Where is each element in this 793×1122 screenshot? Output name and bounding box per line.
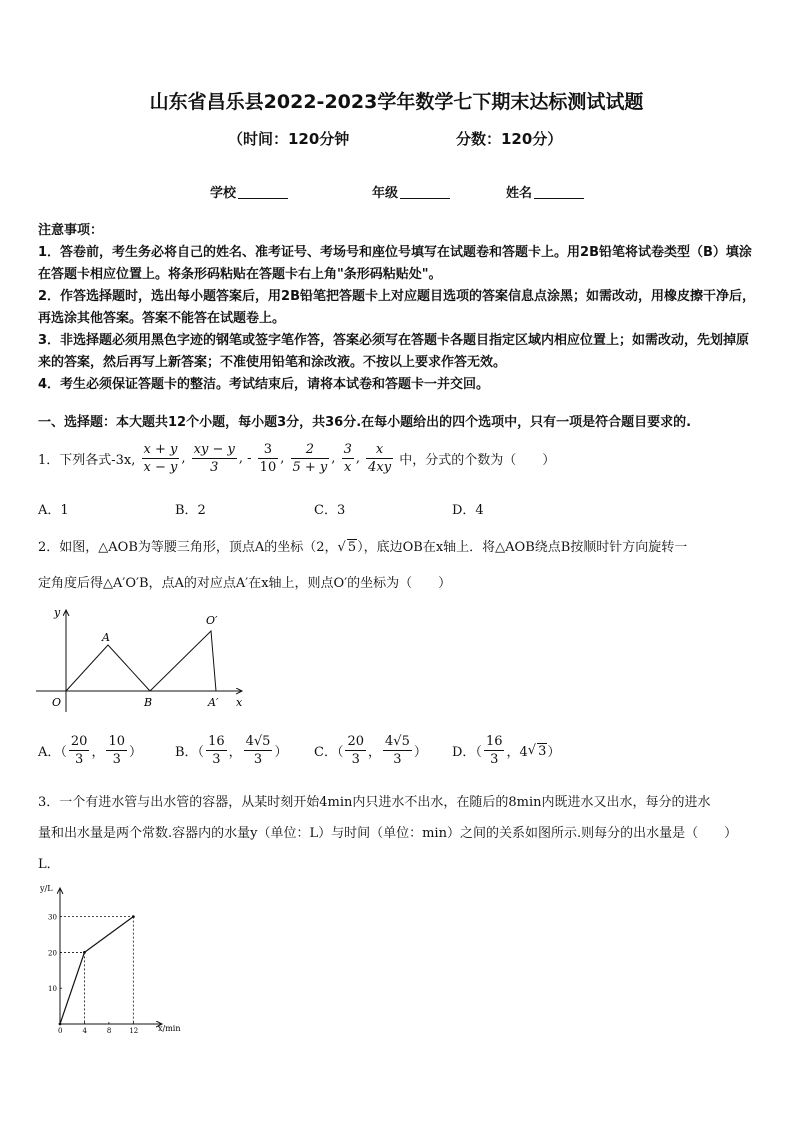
label-x: x xyxy=(236,696,243,709)
q2-option-d[interactable]: D．（ $\frac{16}{3}$ ，4√ 3） xyxy=(452,734,561,767)
x-tick-label: 4 xyxy=(82,1027,87,1035)
label-o: O xyxy=(52,696,62,709)
y-tick-label: 30 xyxy=(48,913,57,922)
data-point xyxy=(132,915,135,918)
x-tick-label: 0 xyxy=(58,1027,63,1035)
school-field[interactable] xyxy=(210,182,288,201)
grade-blank[interactable] xyxy=(400,186,450,199)
q1-prefix: 1．下列各式-3x, xyxy=(38,453,136,468)
q1-suffix: 中，分式的个数为（ ） xyxy=(399,453,556,468)
grade-field[interactable] xyxy=(372,182,450,201)
label-a: A xyxy=(102,631,110,644)
q1-fraction-1: $\frac{x + y}{x - y}$ xyxy=(143,442,178,475)
triangle-aob xyxy=(66,645,150,691)
exam-time: （时间：120分钟 xyxy=(228,130,350,148)
question-2-line-2: 定角度后得△A′O′B，点A的对应点A′在x轴上，则点O′的坐标为（ ） xyxy=(38,576,452,591)
q1-option-b[interactable]: B．2 xyxy=(175,503,206,518)
q2-option-b[interactable]: B．（ $\frac{16}{3}$ ， $\frac{4√5}{3}$ ） xyxy=(175,734,288,767)
question-2-line-1: 2．如图，△AOB为等腰三角形，顶点A的坐标（2，√ 5），底边OB在x轴上．将△AOB绕点B按顺时针方向旋转一 xyxy=(38,540,688,555)
x-tick-label: 12 xyxy=(129,1027,139,1035)
sqrt-5: 5 xyxy=(347,540,357,555)
chart-y-label: y/L xyxy=(40,884,53,893)
name-blank[interactable] xyxy=(534,186,584,199)
question-3-line-3: L． xyxy=(38,857,60,872)
q2-figure xyxy=(36,602,248,714)
y-tick-label: 10 xyxy=(48,985,57,994)
data-point xyxy=(83,951,86,954)
series-line xyxy=(60,917,133,1024)
question-3-line-1: 3．一个有进水管与出水管的容器，从某时刻开始4min内只进水不出水，在随后的8min内既进水又出水，每分的进水 xyxy=(38,795,711,810)
notes-heading: 注意事项： xyxy=(38,223,104,238)
q1-fraction-5: $\frac{3}{x}$ xyxy=(343,442,352,475)
q1-fraction-6: $\frac{x}{4xy}$ xyxy=(368,442,392,475)
note-item: 1．答卷前，考生务必将自己的姓名、准考证号、考场号和座位号填写在试题卷和答题卡上。用2B铅笔将试卷类型（B）填涂在答题卡相应位置上。将条形码粘贴在答题卡右上角"条形码粘贴处"。 xyxy=(38,245,752,282)
q1-fraction-4: $\frac{2}{5 + y}$ xyxy=(292,442,328,475)
notes-block xyxy=(38,220,760,396)
paper-title: 山东省昌乐县2022-2023学年数学七下期末达标测试试题 xyxy=(149,91,644,113)
q1-fraction-2: $\frac{xy - y}{3}$ xyxy=(193,442,235,475)
exam-score: 分数：120分） xyxy=(456,130,563,148)
grade-label: 年级 xyxy=(372,186,399,201)
section-heading: 一、选择题：本大题共12个小题，每小题3分，共36分.在每小题给出的四个选项中，只有一项是符合题目要求的. xyxy=(38,415,692,430)
note-item: 2．作答选择题时，选出每小题答案后，用2B铅笔把答题卡上对应题目选项的答案信息点涂黑；如需改动，用橡皮擦干净后，再选涂其他答案。答案不能答在试题卷上。 xyxy=(38,289,756,326)
question-1: 1．下列各式-3x, $\frac{x + y}{x - y}$ , $\frac{xy - y}{3}$ , - $\frac{3}{10}$ , $\frac{2}{5 + y}$ , $\frac{3}{x}$ , $\frac{x}{4xy}$ 中，分式的个数为（ ） xyxy=(38,442,556,475)
q2-option-a[interactable]: A．（ $\frac{20}{3}$ ， $\frac{10}{3}$ ） xyxy=(38,734,143,767)
q1-fraction-3: $\frac{3}{10}$ xyxy=(259,442,277,475)
q3-chart xyxy=(36,878,186,1038)
school-blank[interactable] xyxy=(238,186,288,199)
school-label: 学校 xyxy=(210,186,237,201)
label-o-prime: O′ xyxy=(206,614,218,627)
label-a-prime: A′ xyxy=(208,696,219,709)
label-b: B xyxy=(144,696,153,709)
q1-option-d[interactable]: D．4 xyxy=(452,503,484,518)
q1-option-a[interactable]: A．1 xyxy=(38,503,69,518)
triangle-a-prime-o-prime-b xyxy=(150,631,216,691)
name-field[interactable] xyxy=(506,182,584,201)
note-item: 3．非选择题必须用黑色字迹的钢笔或签字笔作答，答案必须写在答题卡各题目指定区域内相应位置上；如需改动，先划掉原来的答案，然后再写上新答案；不准使用铅笔和涂改液。不按以上要求作答无效。 xyxy=(38,333,750,370)
label-y: y xyxy=(54,606,61,619)
chart-x-label: x/min xyxy=(158,1024,181,1033)
x-tick-label: 8 xyxy=(106,1027,112,1035)
q2-option-c[interactable]: C．（ $\frac{20}{3}$ ， $\frac{4√5}{3}$ ） xyxy=(314,734,427,767)
note-item: 4．考生必须保证答题卡的整洁。考试结束后，请将本试卷和答题卡一并交回。 xyxy=(38,377,490,392)
name-label: 姓名 xyxy=(506,186,533,201)
y-tick-label: 20 xyxy=(48,949,57,958)
q1-option-c[interactable]: C．3 xyxy=(314,503,346,518)
question-3-line-2: 量和出水量是两个常数.容器内的水量y（单位：L）与时间（单位：min）之间的关系如图所示.则每分的出水量是（ ） xyxy=(38,826,738,841)
